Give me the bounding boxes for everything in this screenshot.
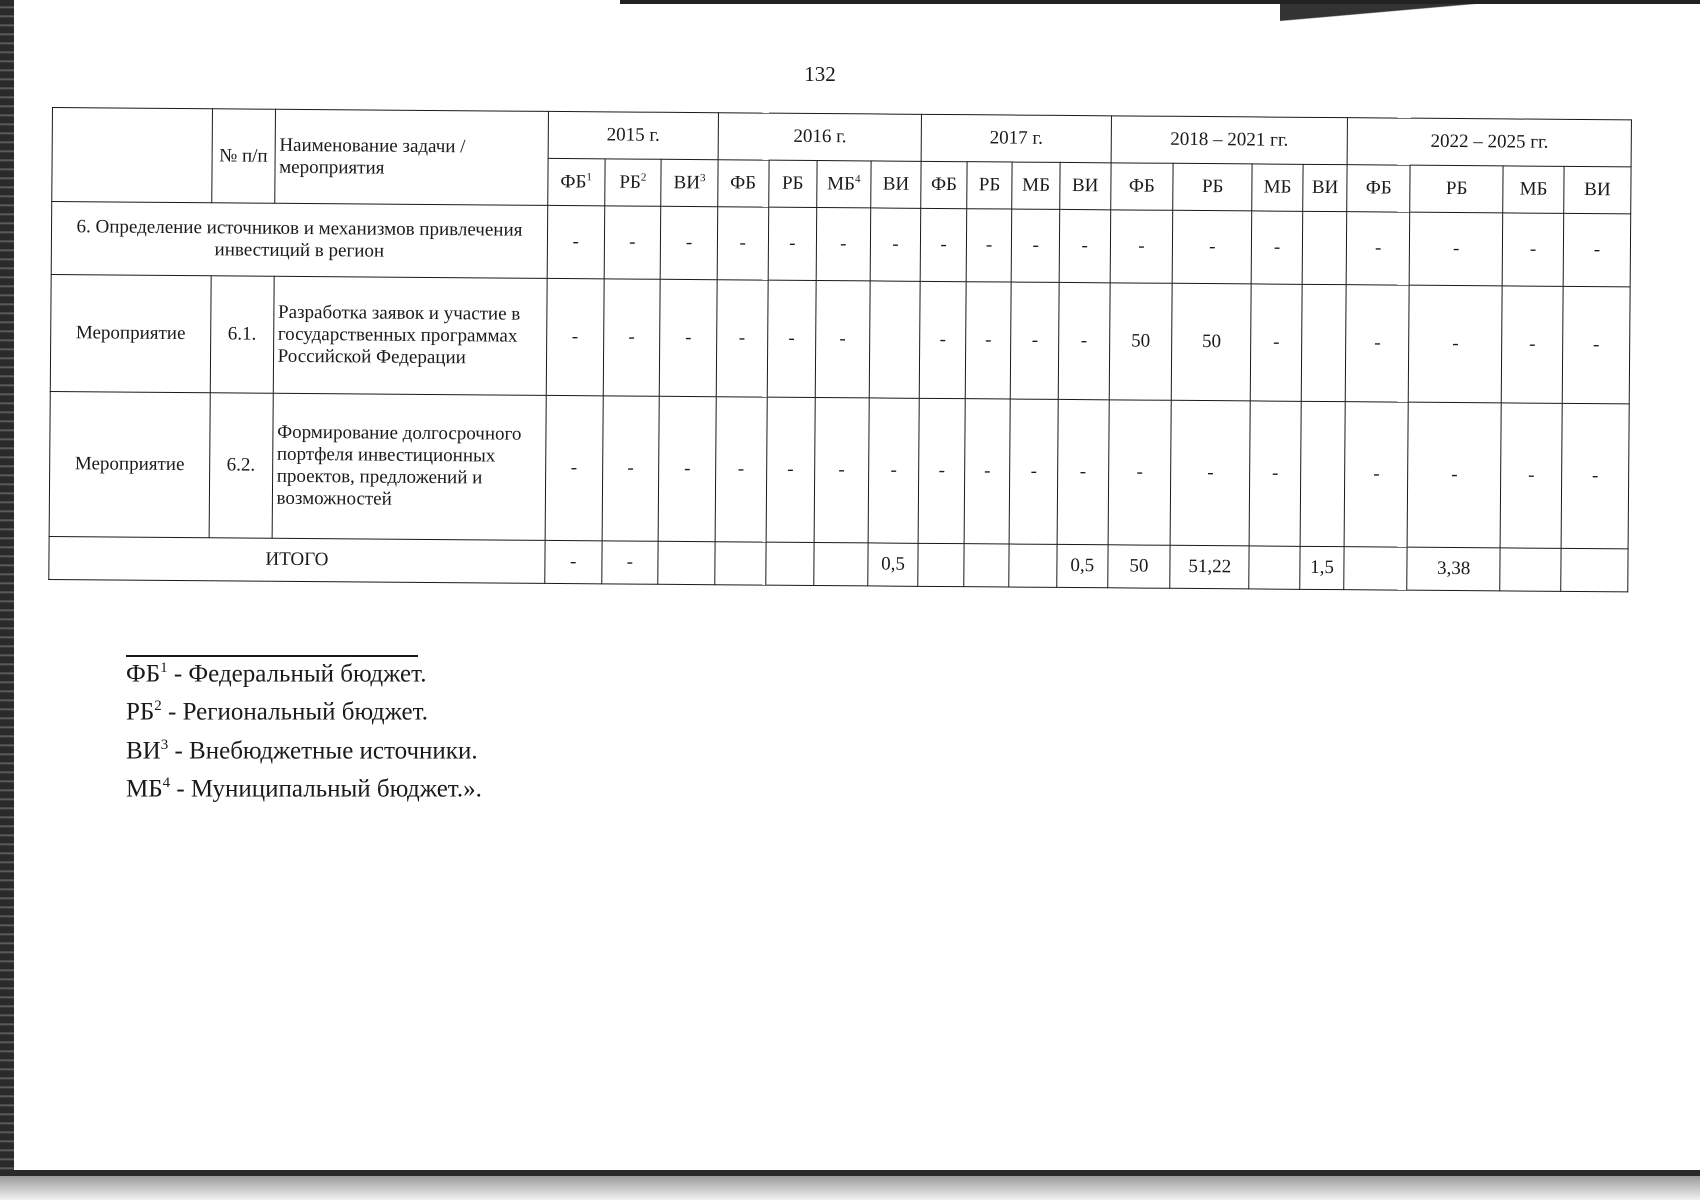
value-cell: - [547,205,604,278]
header-row-years [52,108,1631,167]
value-cell: - [815,281,870,398]
scan-bottom-shadow [0,1176,1700,1200]
header-blank-cell [52,108,213,203]
header-source-cell [967,162,1013,209]
value-cell [1300,401,1346,546]
value-cell: 0,5 [868,543,919,586]
value-cell: - [604,206,661,279]
value-cell: - [715,397,767,542]
header-source-cell [870,161,921,208]
value-cell: - [921,208,967,281]
header-source-label: ФБ [560,171,587,193]
value-cell [814,542,868,585]
value-cell: - [1562,286,1630,404]
activity-name: Разработка заявок и участие в государственных программах Российской Федерации [273,276,547,395]
task-title: 6. Определение источников и механизмов привлечения инвестиций в регион [51,202,547,279]
value-cell [1302,211,1347,284]
value-cell: - [918,398,965,543]
budget-table [48,107,1632,592]
value-cell: - [716,280,768,397]
header-year-2017: 2017 г. [921,114,1111,162]
value-cell: - [660,206,717,279]
value-cell [765,542,814,585]
footnote-sup: 1 [160,660,168,676]
value-cell: - [870,208,921,281]
value-cell: - [1561,403,1629,549]
value-cell: 50 [1107,545,1170,588]
header-year-2016: 2016 г. [718,113,922,162]
footnote-vi [126,729,482,767]
activity-num: 6.1. [210,276,274,393]
value-cell [1561,548,1628,592]
header-source-cell [1110,163,1173,210]
footnote-abbr: ФБ [126,660,161,688]
value-cell: - [964,399,1011,544]
value-cell: - [1012,209,1060,282]
header-source-cell [1303,164,1348,211]
value-cell: - [1409,212,1503,286]
header-source-sup: 2 [640,171,647,184]
header-source-label: МБ [1263,176,1292,198]
header-source-cell [1410,165,1503,213]
value-cell: - [660,279,718,396]
footnote-text: - Внебюджетные источники. [168,736,478,764]
value-cell: - [1249,401,1301,546]
value-cell: - [965,282,1011,399]
activity-name: Формирование долгосрочного портфеля инвестиционных проектов, предложений и возможностей [272,393,546,540]
header-source-label: РБ [781,172,804,194]
header-source-label: ВИ [1071,175,1099,197]
task-row [51,202,1631,287]
value-cell: - [1407,402,1501,548]
activity-type: Мероприятие [49,391,210,537]
activity-row [49,391,1629,548]
header-source-label: ВИ [1584,179,1611,201]
header-source-cell [817,161,871,208]
value-cell: - [1058,282,1110,399]
footnote-rb [126,690,482,728]
value-cell: - [545,540,602,583]
header-source-label: МБ [1519,178,1548,200]
value-cell: - [1059,209,1110,282]
header-source-cell [1060,162,1111,209]
page-number: 132 [804,62,836,86]
header-source-label: РБ [1445,177,1468,200]
footnote-abbr: ВИ [126,736,161,764]
footnote-sup: 2 [154,698,162,715]
budget-table-wrapper [48,107,1632,592]
header-source-sup: 3 [699,171,706,184]
value-cell: - [1251,211,1302,284]
value-cell [658,541,715,584]
value-cell [1344,547,1407,590]
header-year-2018-2021: 2018 – 2021 гг. [1111,116,1348,165]
value-cell: - [546,278,604,395]
value-cell [918,543,964,586]
header-source-cell [661,159,718,206]
value-cell: - [1345,402,1409,547]
value-cell: 51,22 [1170,545,1249,589]
value-cell [1301,284,1346,401]
scan-top-shadow [1280,4,1700,22]
footnote-sup: 4 [162,774,171,791]
header-source-label: ВИ [882,173,910,195]
footnote-text: - Федеральный бюджет. [167,660,427,688]
value-cell: 1,5 [1300,546,1345,589]
value-cell: - [717,207,768,280]
value-cell: - [1346,285,1410,402]
activity-num: 6.2. [209,393,273,538]
value-cell [869,281,921,398]
value-cell: - [868,398,920,543]
value-cell: - [1502,286,1564,403]
value-cell: - [1057,399,1109,544]
value-cell: - [1010,399,1059,544]
header-num-cell: № п/п [212,109,275,203]
header-year-2022-2025: 2022 – 2025 гг. [1348,118,1632,167]
activity-type: Мероприятие [50,274,211,392]
value-cell: - [1502,213,1563,286]
header-source-cell [604,159,661,206]
value-cell: - [603,279,661,396]
header-source-cell [548,158,605,205]
value-cell: - [658,396,716,541]
footnote-sup: 3 [160,736,169,753]
header-source-cell [718,160,769,207]
scan-left-edge [0,0,14,1170]
value-cell: - [1011,282,1059,399]
value-cell [1500,548,1561,591]
header-source-cell [1173,163,1252,211]
value-cell: - [816,208,870,281]
header-source-cell [1012,162,1060,209]
footnote-fb [126,652,482,690]
value-cell: 50 [1109,283,1173,400]
header-source-cell [1503,166,1564,213]
value-cell: - [1347,212,1410,285]
value-cell: - [1170,400,1250,546]
header-source-label: МБ [1022,174,1051,196]
activity-row [50,274,1630,403]
footnote-mb [126,767,482,805]
header-source-label: ВИ [673,172,701,194]
value-cell: - [602,396,660,541]
header-source-label: ВИ [1311,176,1339,199]
value-cell [1009,544,1057,587]
footnote-text: - Муниципальный бюджет.». [170,775,482,803]
header-source-label: МБ [827,173,856,195]
header-source-sup: 1 [586,171,592,184]
value-cell: - [1173,210,1253,284]
value-cell: - [1251,284,1303,401]
header-source-label: РБ [619,171,641,193]
value-cell: - [766,397,816,542]
header-year-2015: 2015 г. [548,111,718,159]
header-source-cell [1252,164,1303,211]
value-cell: - [601,541,658,584]
value-cell: - [1563,213,1631,287]
value-cell: - [1500,403,1562,548]
header-source-label: ФБ [730,172,757,194]
header-source-label: РБ [1201,176,1224,198]
header-source-label: ФБ [1128,175,1155,197]
value-cell: 0,5 [1057,544,1108,587]
header-source-cell [921,161,967,208]
value-cell: 3,38 [1407,547,1500,591]
header-source-sup: 4 [854,173,861,186]
value-cell: - [814,398,869,543]
header-source-label: ФБ [931,173,958,196]
footnotes [126,652,482,805]
header-source-cell [1564,166,1631,214]
header-name-cell: Наименование задачи / мероприятия [274,109,548,205]
value-cell: - [545,395,603,540]
footnote-text: - Региональный бюджет. [161,698,428,726]
header-source-cell [768,160,817,207]
value-cell: - [768,207,817,280]
total-label: ИТОГО [49,536,545,583]
value-cell [1249,546,1300,589]
header-source-cell [1347,165,1410,212]
header-source-label: ФБ [1365,177,1392,199]
header-source-label: РБ [978,174,1001,196]
value-cell: - [767,280,816,397]
value-cell: - [1110,210,1173,283]
value-cell: - [1108,400,1172,545]
footnote-abbr: МБ [126,775,163,803]
value-cell [715,542,766,585]
value-cell: - [966,209,1012,282]
value-cell [964,544,1010,587]
value-cell: 50 [1172,283,1252,401]
footnote-abbr: РБ [126,698,155,726]
value-cell: - [920,281,966,398]
value-cell: - [1408,285,1502,403]
